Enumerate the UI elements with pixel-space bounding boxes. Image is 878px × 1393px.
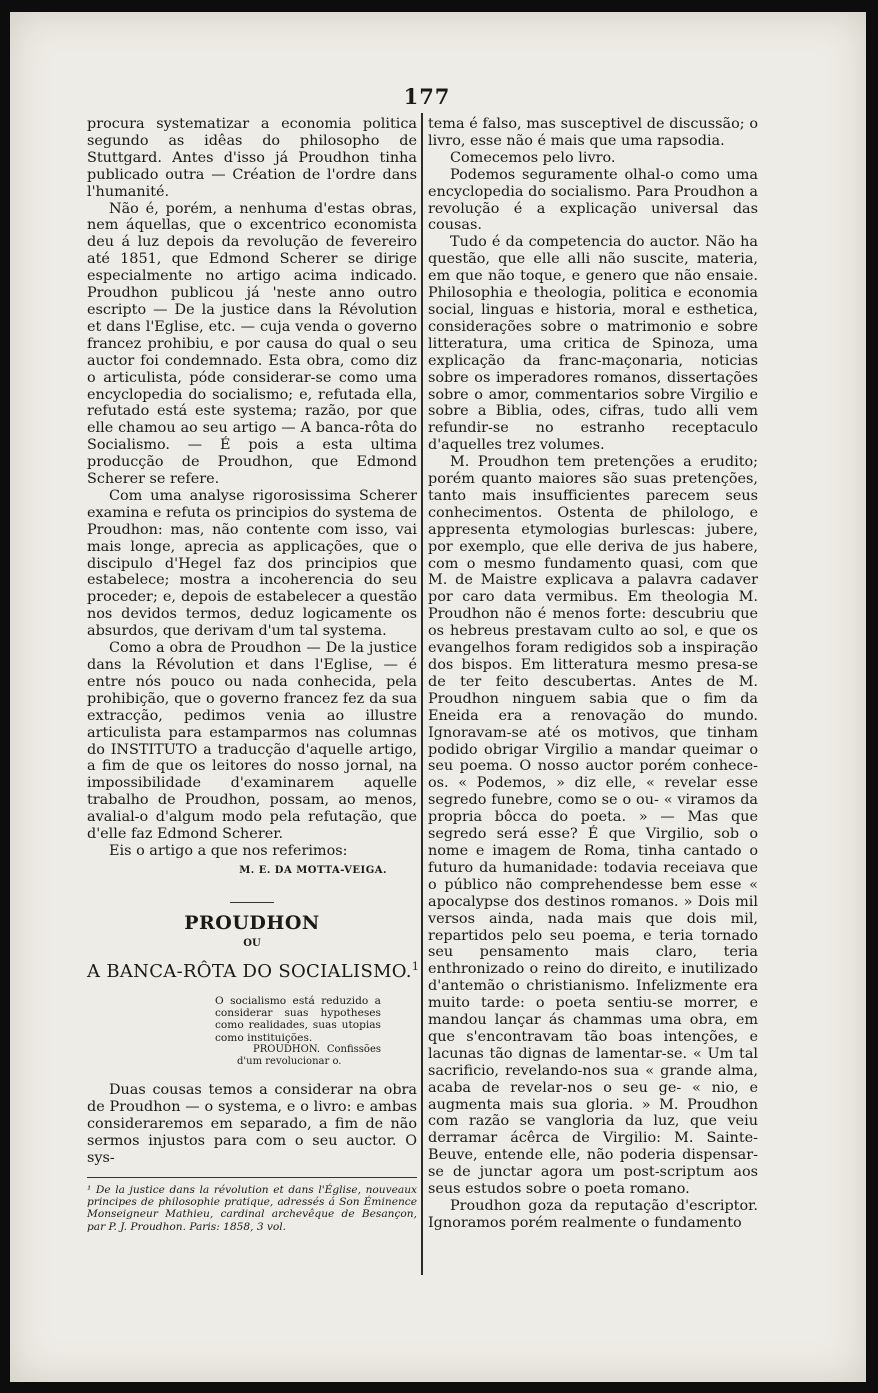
article-title: PROUDHON — [184, 911, 320, 934]
epigraph-source: PROUDHON. Confissões d'um revolucionar o. — [237, 1044, 381, 1068]
left-column — [87, 116, 420, 1233]
paragraph: Comecemos pelo livro. — [450, 149, 616, 166]
newspaper-page — [10, 12, 866, 1382]
article-subtitle-text: A BANCA-RÔTA DO SOCIALISMO. — [87, 960, 412, 982]
article-body: Duas cousas temos a considerar na obra de Proudhon — o systema, e o livro: e ambas consideraremos em separado, a fim de não sermos injustos para com o seu auctor. O sys- — [87, 1082, 417, 1166]
epigraph: O socialismo está reduzido a considerar suas hypotheses como realidades, suas utopias como instituições. — [215, 994, 381, 1044]
paragraph: tema é falso, mas susceptivel de discussão; o livro, esse não é mais que uma rapsodia. — [428, 116, 758, 149]
section-divider — [230, 902, 274, 903]
paragraph: Eis o artigo a que nos referimos: — [109, 842, 348, 859]
paragraph: Tudo é da competencia do auctor. Não ha questão, que elle alli não suscite, materia, em que não toque, e genero que não ensaie. Philosophia e theologia, politica e economia social, linguas e historia, moral e esthetica, considerações sobre o matrimonio e sobre litteratura, uma critica de Spinoza, uma explicação da franc-maçonaria, noticias sobre os imperadores romanos, dissertações sobre o amor, commentarios sobre Virgilio e sobre a Biblia, odes, cifras, tudo alli vem refundir-se no estranho receptaculo d'aquelles trez volumes. — [428, 234, 758, 454]
paragraph: Com uma analyse rigorosissima Scherer examina e refuta os principios do systema de Proudhon: mas, não contente com isso, vai mais longe, aprecia as applicações, que o discipulo d'Hegel faz dos principios que estabelece; mostra a incoherencia do seu proceder; e, depois de estabelecer a questão nos devidos termos, deduz logicamente os absurdos, que derivam d'um tal systema. — [87, 487, 417, 640]
paragraph: Não é, porém, a nenhuma d'estas obras, nem áquellas, que o excentrico economista deu á luz depois da revolução de fevereiro até 1851, que Edmond Scherer se dirige especialmente no artigo acima indicado. Proudhon publicou já 'neste anno outro escripto — De la justice dans la Révolution et dans l'Eglise, etc. — cuja venda o governo francez prohibiu, e por causa do qual o seu auctor foi condemnado. Esta obra, como diz o articulista, póde considerar-se como uma encyclopedia do socialismo; e, refutada ella, refutado está este systema; razão, por que elle chamou ao seu artigo — A banca-rôta do Socialismo. — É pois a esta ultima producção de Proudhon, que Edmond Scherer se refere. — [87, 200, 417, 488]
footnote-marker: 1 — [411, 959, 420, 973]
paragraph: Como a obra de Proudhon — De la justice dans la Révolution et dans l'Eglise, — é entre nós pouco ou nada conhecida, pela prohibição, que o governo francez fez da sua extracção, pedimos venia ao illustre articulista para estamparmos nas columnas do INSTITUTO a traducção d'aquelle artigo, a fim de que os leitores do nosso jornal, na impossibilidade d'examinarem aquelle trabalho de Proudhon, possam, ao menos, avalial-o d'algum modo pela refutação, que d'elle faz Edmond Scherer. — [87, 640, 417, 843]
page-number: 177 — [403, 84, 451, 109]
author-signature: M. E. DA MOTTA-VEIGA. — [239, 864, 387, 876]
footnote: ¹ De la justice dans la révolution et dans l'Église, nouveaux principes de philosophie pratique, adressés á Son Éminence Monseigneur Mathieu, cardinal archevêque de Besançon, par P. J. Proudhon. Paris: 1858, 3 vol. — [87, 1177, 417, 1234]
article-title-ou: OU — [243, 937, 261, 949]
article-subtitle — [87, 959, 420, 982]
right-column — [428, 116, 758, 1232]
paragraph: Podemos seguramente olhal-o como uma encyclopedia do socialismo. Para Proudhon a revolução é a explicação universal das cousas. — [428, 166, 758, 234]
paragraph: M. Proudhon tem pretenções a erudito; porém quanto maiores são suas pretenções, tanto mais insufficientes parecem seus conhecimentos. Ostenta de philologo, e appresenta etymologias burlescas: jubere, por exemplo, que elle deriva de jus habere, com o mesmo fundamento quasi, com que M. de Maistre explicava a palavra cadaver por caro data vermibus. Em theologia M. Proudhon não é menos forte: descubriu que os hebreus prestavam culto ao sol, e que os evangelhos foram redigidos sob a inspiração dos bispos. Em litteratura mesmo presa-se de ter feito descubertas. Antes de M. Proudhon ninguem sabia que o fim da Eneida era a renovação do mundo. Ignoravam-se até os motivos, que tinham podido obrigar Virgilio a mandar queimar o seu poema. O nosso auctor porém conhece-os. « Podemos, » diz elle, « revelar esse segredo funebre, como se o ou- « viramos da propria bôcca do poeta. » — Mas que segredo será esse? É que Virgilio, sob o nome e imagem de Roma, tinha cantado o futuro da humanidade: todavia receiava que o público não comprehendesse bem esse « apocalypse dos destinos romanos. » Dois mil versos ainda, nada mais que dois mil, repartidos pelo seu poema, e teria tornado seu pensamento mais claro, teria enthronizado o reino do direito, e inutilizado d'antemão o christianismo. Infelizmente era muito tarde: o poeta sentiu-se morrer, e mandou lançar ás chammas uma obra, em que s'encontravam tão boas intenções, e lacunas tão dignas de lamentar-se. « Um tal sacrificio, revelando-nos sua « grande alma, acaba de revelar-nos o seu ge- « nio, e augmenta mais sua gloria. » M. Proudhon com razão se vangloria da luz, que veiu derramar ácêrca de Virgilio: M. Sainte-Beuve, entende elle, não poderia dispensar-se de junctar agora um post-scriptum aos seus estudos sobre o poeta romano. — [428, 454, 758, 1198]
column-divider — [421, 113, 423, 1275]
paragraph: procura systematizar a economia politica segundo as idêas do philosopho de Stuttgard. Antes d'isso já Proudhon tinha publicado outra — Création de l'ordre dans l'humanité. — [87, 116, 417, 200]
paragraph: Proudhon goza da reputação d'escriptor. Ignoramos porém realmente o fundamento — [428, 1198, 758, 1231]
